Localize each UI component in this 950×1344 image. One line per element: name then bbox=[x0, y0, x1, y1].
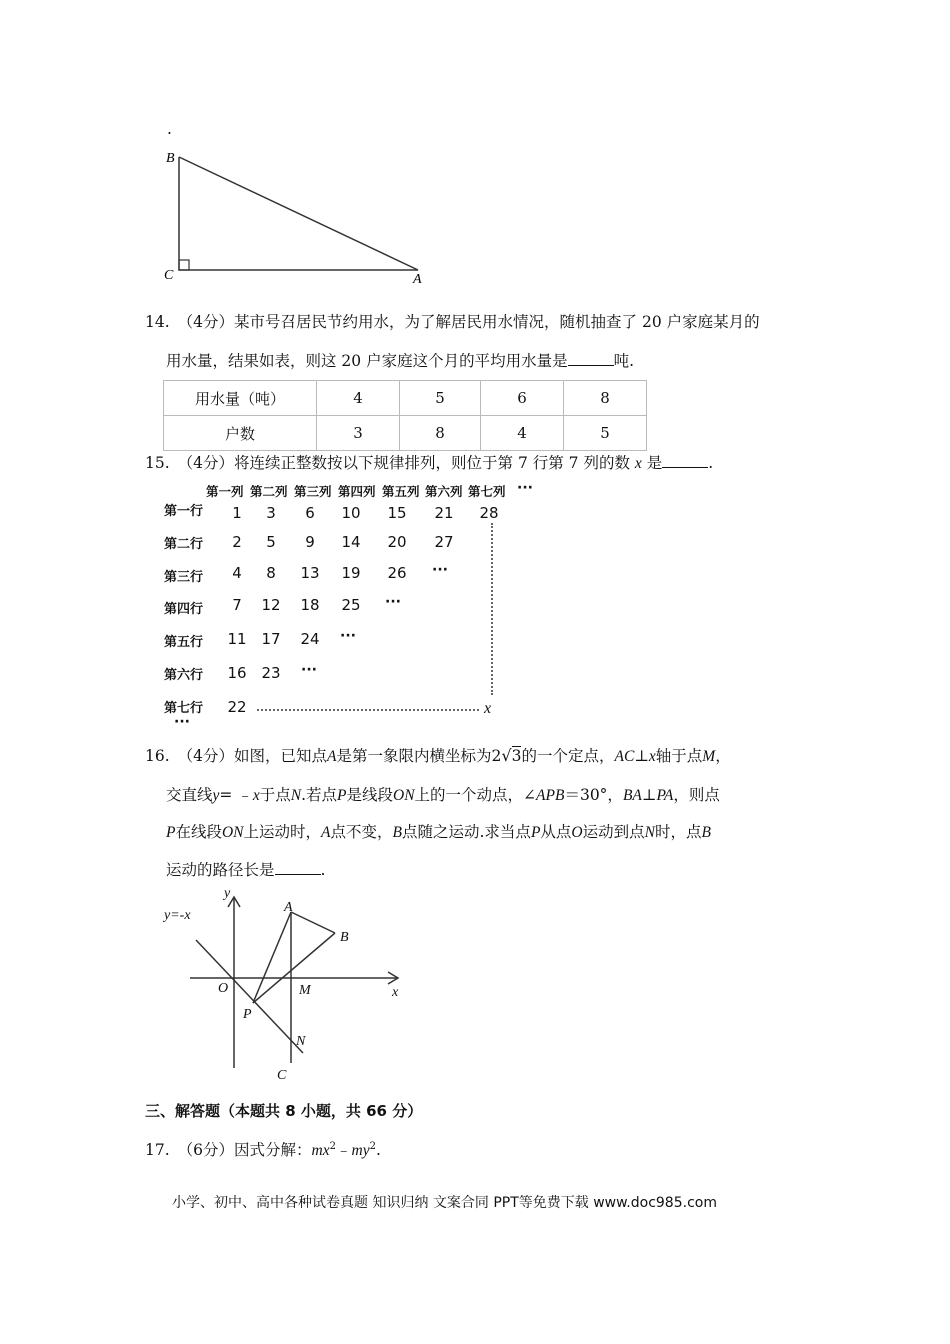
q14-text-1: 某市号召居民节约用水，为了解居民用水情况，随机抽查了 20 户家庭某月的 bbox=[234, 313, 760, 331]
ellipsis: ··· bbox=[340, 628, 356, 644]
table-cell: 6 bbox=[481, 381, 564, 416]
pattern-cell: 23 bbox=[261, 664, 281, 682]
label-a: A bbox=[413, 272, 422, 287]
pattern-cell: 6 bbox=[305, 504, 315, 522]
label-x: x bbox=[392, 985, 399, 1000]
pattern-cell: 9 bbox=[305, 533, 315, 551]
number-pattern bbox=[160, 478, 540, 733]
label-y: y bbox=[224, 886, 231, 901]
pattern-cell: 12 bbox=[261, 596, 281, 614]
question-17: 17. （6分）因式分解：$mx^2﹣my^2$. bbox=[145, 1141, 381, 1160]
pattern-cell: 20 bbox=[387, 533, 407, 551]
pattern-cell: 16 bbox=[227, 664, 247, 682]
row-label: 第一行 bbox=[164, 504, 204, 519]
q15-number: 15. bbox=[145, 454, 170, 472]
ellipsis: ··· bbox=[385, 594, 401, 610]
table-cell: 用水量（吨） bbox=[164, 381, 317, 416]
question-16-line3: P在线段ON上运动时，A点不变，B点随之运动.求当点P从点O运动到点N时，点B bbox=[166, 823, 711, 841]
line-label: y=-x bbox=[164, 908, 191, 923]
pattern-cell: 24 bbox=[300, 630, 320, 648]
pattern-cell: 10 bbox=[341, 504, 361, 522]
pattern-cell: 14 bbox=[341, 533, 361, 551]
answer-blank bbox=[568, 351, 614, 366]
row-label: 第三行 bbox=[164, 570, 204, 585]
label-m: M bbox=[299, 983, 311, 998]
table-cell: 4 bbox=[481, 416, 564, 451]
q15-text-2: 是 bbox=[646, 454, 663, 472]
question-14-line2 bbox=[166, 350, 634, 372]
label-b: B bbox=[166, 151, 175, 166]
pattern-cell: 13 bbox=[300, 564, 320, 582]
col-header: 第四列 bbox=[338, 484, 376, 499]
pattern-cell: 15 bbox=[387, 504, 407, 522]
label-p: P bbox=[243, 1007, 252, 1022]
pattern-cell: 5 bbox=[266, 533, 276, 551]
col-header: 第二列 bbox=[250, 484, 288, 499]
pattern-cell: 11 bbox=[227, 630, 247, 648]
question-16-line1: 16. （4分）如图，已知点A是第一象限内横坐标为2√3的一个定点，AC⊥x轴于点M， bbox=[145, 746, 731, 765]
table-row bbox=[164, 381, 647, 416]
question-16-line4: 运动的路径长是 . bbox=[166, 861, 326, 879]
table-cell: 户数 bbox=[164, 416, 317, 451]
label-c: C bbox=[277, 1068, 287, 1083]
ellipsis: ··· bbox=[517, 480, 533, 496]
q15-score: （4分） bbox=[177, 454, 235, 472]
triangle-figure bbox=[160, 145, 440, 290]
table-cell: 8 bbox=[564, 381, 647, 416]
label-c: C bbox=[164, 268, 174, 283]
q14-number: 14. bbox=[145, 313, 170, 331]
pattern-cell: 2 bbox=[232, 533, 242, 551]
question-14-line1 bbox=[145, 311, 760, 333]
question-16-line2: 交直线y= ﹣x于点N.若点P是线段ON上的一个动点，∠APB＝30°，BA⊥PA，则点 bbox=[166, 786, 720, 804]
q14-text-2: 用水量，结果如表，则这 20 户家庭这个月的平均用水量是 bbox=[166, 352, 568, 370]
col-header: 第六列 bbox=[425, 484, 463, 499]
pattern-cell: 26 bbox=[387, 564, 407, 582]
pattern-cell: 19 bbox=[341, 564, 361, 582]
pattern-cell: 22 bbox=[227, 698, 247, 716]
section-heading: 三、解答题（本题共 8 小题，共 66 分） bbox=[145, 1102, 423, 1120]
pattern-cell: 7 bbox=[232, 596, 242, 614]
q14-text-3: 吨. bbox=[613, 352, 635, 370]
col-header: 第五列 bbox=[382, 484, 420, 499]
pattern-cell: 17 bbox=[261, 630, 281, 648]
ellipsis: ··· bbox=[432, 562, 448, 578]
ellipsis: ··· bbox=[301, 662, 317, 678]
stray-dot: . bbox=[167, 120, 172, 138]
table-cell: 4 bbox=[317, 381, 400, 416]
answer-blank bbox=[662, 453, 708, 468]
x-label: x bbox=[484, 700, 492, 717]
water-usage-table bbox=[163, 380, 647, 451]
ellipsis: ··· bbox=[174, 714, 190, 730]
label-b: B bbox=[340, 930, 349, 945]
row-label: 第五行 bbox=[164, 635, 204, 650]
q15-text-1: 将连续正整数按以下规律排列，则位于第 7 行第 7 列的数 bbox=[234, 454, 630, 472]
col-header: 第七列 bbox=[468, 484, 506, 499]
pattern-cell: 21 bbox=[434, 504, 454, 522]
table-cell: 3 bbox=[317, 416, 400, 451]
label-a: A bbox=[284, 900, 293, 915]
table-cell: 5 bbox=[400, 381, 481, 416]
var-x: x bbox=[634, 455, 642, 472]
pattern-cell: 3 bbox=[266, 504, 276, 522]
q14-score: （4分） bbox=[177, 313, 235, 331]
row-label: 第四行 bbox=[164, 602, 204, 617]
pattern-cell: 28 bbox=[479, 504, 499, 522]
question-15 bbox=[145, 452, 713, 475]
row-label: 第二行 bbox=[164, 537, 204, 552]
row-label: 第六行 bbox=[164, 668, 204, 683]
pattern-cell: 25 bbox=[341, 596, 361, 614]
q15-end: . bbox=[708, 454, 714, 472]
table-cell: 8 bbox=[400, 416, 481, 451]
pattern-cell: 18 bbox=[300, 596, 320, 614]
label-o: O bbox=[218, 981, 229, 996]
table-cell: 5 bbox=[564, 416, 647, 451]
dotted-line bbox=[257, 709, 479, 711]
pattern-cell: 4 bbox=[232, 564, 242, 582]
pattern-cell: 8 bbox=[266, 564, 276, 582]
pattern-cell: 27 bbox=[434, 533, 454, 551]
footer: 小学、初中、高中各种试卷真题 知识归纳 文案合同 PPT等免费下载 www.doc985.com bbox=[172, 1195, 717, 1211]
pattern-cell: 1 bbox=[232, 504, 242, 522]
col-header: 第一列 bbox=[206, 484, 244, 499]
answer-blank bbox=[275, 860, 321, 875]
table-row bbox=[164, 416, 647, 451]
dotted-line bbox=[491, 523, 493, 695]
label-n: N bbox=[296, 1034, 306, 1049]
col-header: 第三列 bbox=[294, 484, 332, 499]
coordinate-figure bbox=[160, 885, 410, 1085]
row-label: 第七行 bbox=[164, 701, 204, 716]
